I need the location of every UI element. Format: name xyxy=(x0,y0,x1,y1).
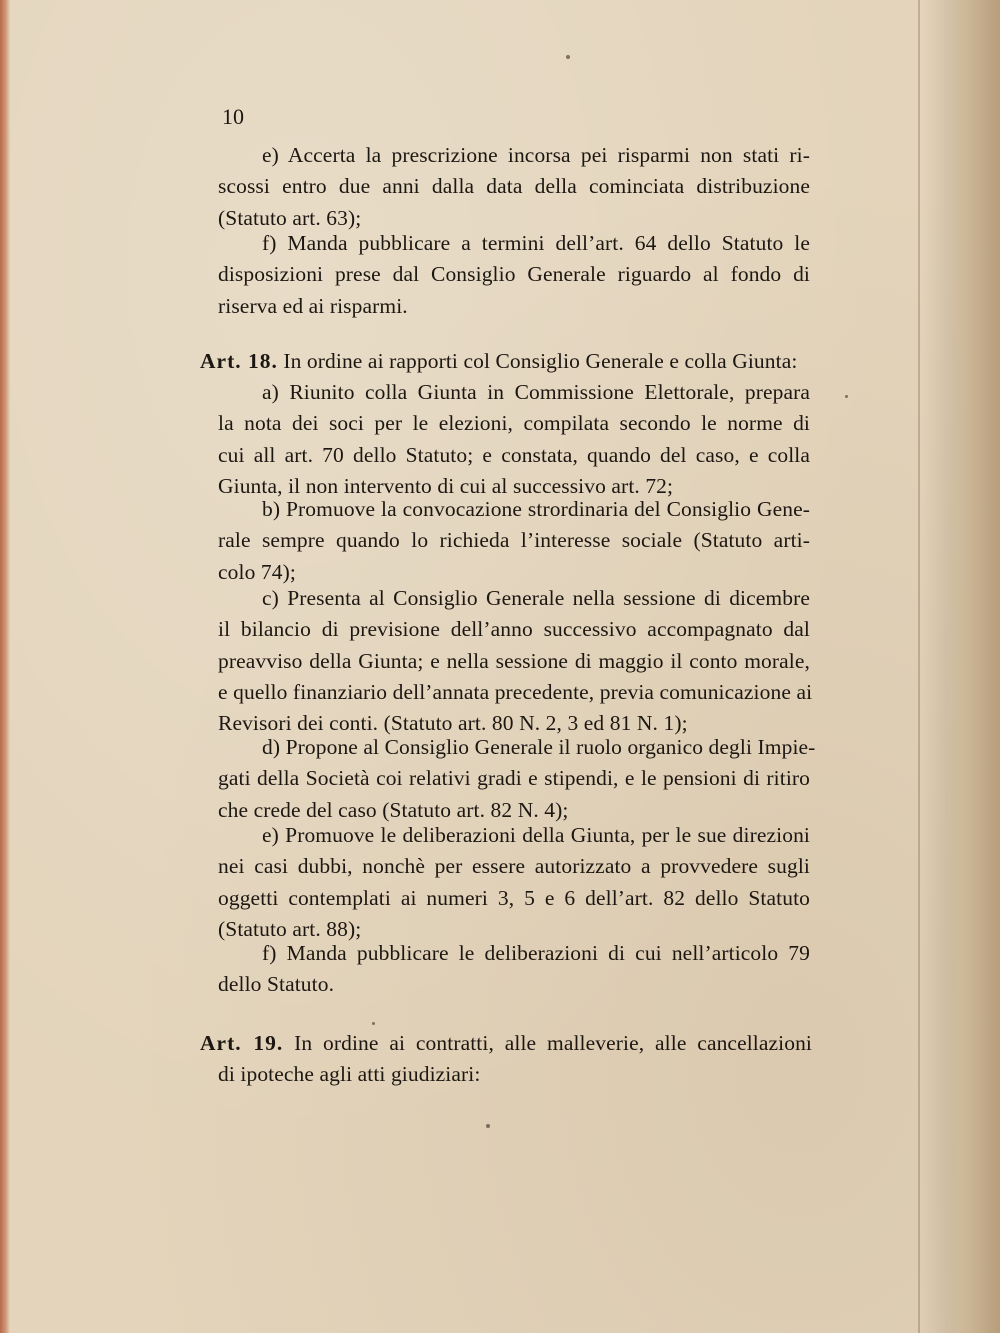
text-line: d) Propone al Consiglio Generale il ruolo organico degli Impie- xyxy=(262,735,816,759)
art19-body xyxy=(218,1059,810,1090)
art18-item-c xyxy=(218,583,813,739)
art18-item-e xyxy=(218,820,810,945)
art18-item-a xyxy=(218,377,810,502)
text-line: b) Promuove la convocazione strordinaria del Consiglio Gene- xyxy=(262,497,810,521)
text-line: scossi entro due anni dalla data della cominciata distribuzione xyxy=(218,174,810,199)
text-line: a) Riunito colla Giunta in Commissione Elettorale, prepara xyxy=(262,380,810,404)
article-heading-text: In ordine ai contratti, alle malleverie, alle cancellazioni xyxy=(294,1031,812,1055)
text-line: dello Statuto. xyxy=(218,972,335,997)
text-line: colo 74); xyxy=(218,559,296,584)
article-heading-text: In ordine ai rapporti col Consiglio Generale e colla Giunta: xyxy=(283,349,798,373)
text-line: disposizioni prese dal Consiglio Generale riguardo al fondo di xyxy=(218,262,810,287)
article-label: Art. 18. xyxy=(200,349,278,373)
text-line: preavviso della Giunta; e nella sessione di maggio il conto morale, xyxy=(218,648,810,673)
speck xyxy=(566,55,570,59)
text-line: riserva ed ai risparmi. xyxy=(218,293,408,318)
text-line: Revisori dei conti. (Statuto art. 80 N. 2, 3 ed 81 N. 1); xyxy=(218,711,688,736)
text-line: (Statuto art. 63); xyxy=(218,205,362,230)
art18-item-f xyxy=(218,938,810,1001)
art18-item-b xyxy=(218,494,810,588)
text-line: nei casi dubbi, nonchè per essere autorizzato a provvedere sugli xyxy=(218,854,810,879)
text-line: e) Promuove le deliberazioni della Giunta, per le sue direzioni xyxy=(262,823,810,847)
text-line: che crede del caso (Statuto art. 82 N. 4); xyxy=(218,797,569,822)
text-line: di ipoteche agli atti giudiziari: xyxy=(218,1062,481,1086)
art18-item-d xyxy=(218,732,816,826)
article-label: Art. 19. xyxy=(200,1031,284,1055)
speck xyxy=(372,1022,375,1025)
text-line: cui all art. 70 dello Statuto; e constata, quando del caso, e colla xyxy=(218,442,810,467)
page-fold-shadow xyxy=(922,0,1000,1333)
text-line: gati della Società coi relativi gradi e stipendi, e le pensioni di ritiro xyxy=(218,766,810,791)
text-line: la nota dei soci per le elezioni, compilata secondo le norme di xyxy=(218,411,810,436)
page-number: 10 xyxy=(222,104,244,129)
text-line: f) Manda pubblicare le deliberazioni di cui nell’articolo 79 xyxy=(262,941,810,965)
page-left-edge xyxy=(0,0,10,1333)
art17-item-e xyxy=(218,140,810,234)
art17-item-f xyxy=(218,228,810,322)
text-line: e) Accerta la prescrizione incorsa pei risparmi non stati ri- xyxy=(262,143,810,167)
text-line: (Statuto art. 88); xyxy=(218,916,362,941)
speck xyxy=(486,1124,490,1128)
text-line: oggetti contemplati ai numeri 3, 5 e 6 dell’art. 82 dello Statuto xyxy=(218,885,810,910)
text-line: rale sempre quando lo richieda l’interesse sociale (Statuto arti- xyxy=(218,528,810,553)
text-line: il bilancio di previsione dell’anno successivo accompagnato dal xyxy=(218,617,810,642)
text-line: c) Presenta al Consiglio Generale nella sessione di dicembre xyxy=(262,586,810,610)
text-line: e quello finanziario dell’annata precedente, previa comunicazione ai xyxy=(218,679,813,704)
art18-heading xyxy=(200,346,812,377)
text-line: Giunta, il non intervento di cui al successivo art. 72; xyxy=(218,473,674,498)
page-fold-line xyxy=(918,0,920,1333)
art19-heading xyxy=(200,1028,812,1059)
text-line: f) Manda pubblicare a termini dell’art. 64 dello Statuto le xyxy=(262,231,810,255)
speck xyxy=(845,395,848,398)
